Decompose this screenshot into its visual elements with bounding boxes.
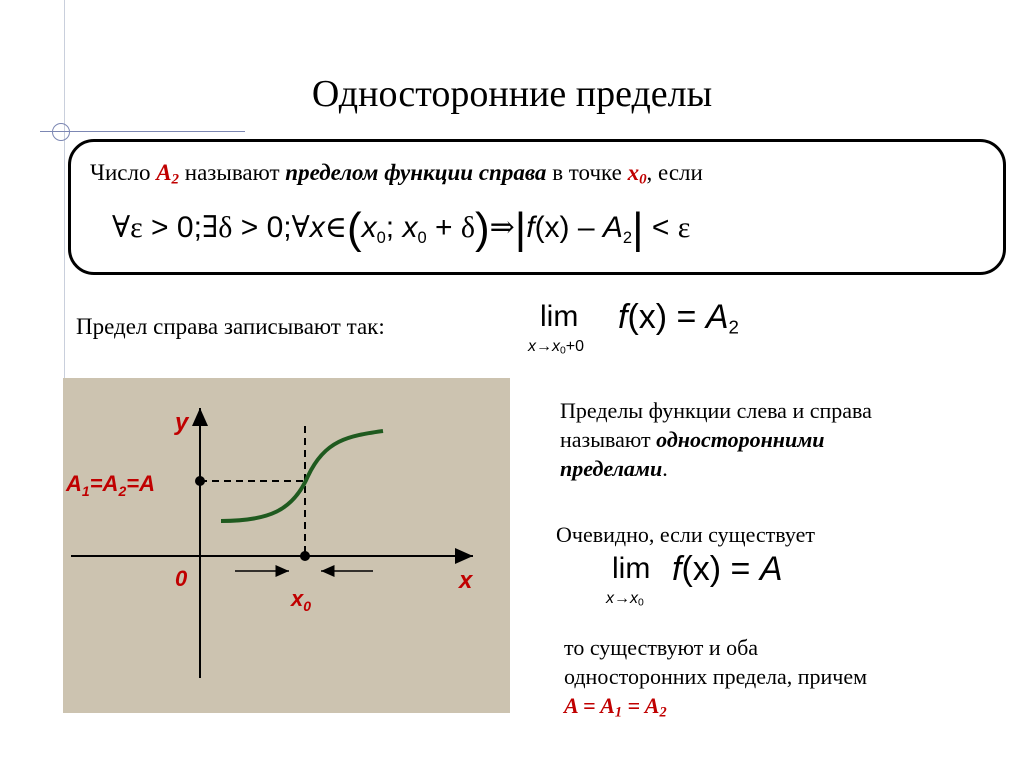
guide-horizontal-line bbox=[40, 131, 245, 132]
lim-expression: $f(x) = A_2$ bbox=[618, 298, 739, 338]
one-sided-limit-graph bbox=[63, 378, 510, 713]
lim-word: lim bbox=[540, 300, 579, 333]
lim-subscript: $x\to x_0+0$ bbox=[528, 338, 585, 357]
x0-label: $x_0$ bbox=[291, 586, 312, 614]
right-limit-term: пределом функции справа bbox=[285, 160, 547, 185]
definition-text: Число $A_2$ называют пределом функции справа в точке $x_0$, если bbox=[90, 160, 703, 188]
general-limit-formula: lim $x\to x_0$ f(x) = A bbox=[606, 550, 783, 609]
x0-symbol: $x_0$ bbox=[627, 160, 647, 188]
one-sided-term: односторонними bbox=[656, 427, 825, 452]
crosshair-icon bbox=[52, 123, 70, 141]
x0-point bbox=[300, 551, 310, 561]
conclusion-paragraph: то существуют и оба односторонних предела, причем $A = A_1 = A_2$ bbox=[564, 633, 867, 728]
obviously-text: Очевидно, если существует bbox=[556, 522, 816, 547]
function-curve bbox=[221, 431, 383, 521]
one-sided-paragraph: Пределы функции слева и справа называют односторонними пределами. bbox=[560, 398, 872, 481]
a-point bbox=[195, 476, 205, 486]
origin-label: 0 bbox=[175, 566, 188, 591]
epsilon-delta-formula: ∀ε > 0;∃δ > $0;\forall x\in(x_0$; $x_0$ + δ)⇒|f(x) – $A_2| < \varepsilon$ bbox=[112, 204, 691, 253]
y-axis-label: y bbox=[175, 409, 189, 436]
slide-title: Односторонние пределы bbox=[311, 73, 713, 115]
a2-symbol: $A_2$ bbox=[156, 160, 180, 188]
right-limit-formula bbox=[528, 300, 788, 360]
a-equality-label: $A_1=A_2=A$ bbox=[66, 471, 155, 499]
graph-panel bbox=[63, 378, 510, 713]
x-axis-label: x bbox=[459, 567, 473, 594]
right-limit-label: Предел справа записывают так: bbox=[76, 314, 385, 339]
equality-a-a1-a2: $A = A_1 = A_2$ bbox=[564, 693, 667, 721]
